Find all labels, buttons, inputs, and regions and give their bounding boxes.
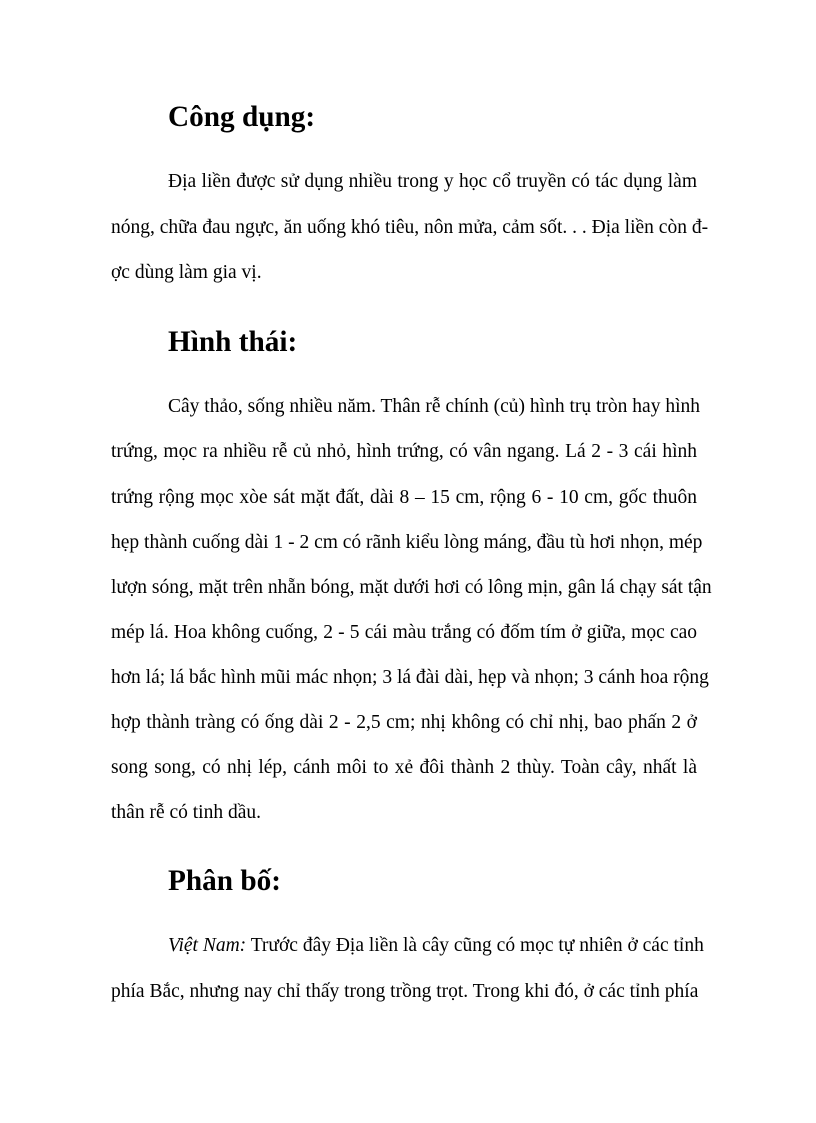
paragraph-line: hẹp thành cuống dài 1 - 2 cm có rãnh kiểu lòng máng, đầu tù hơi nhọn, mép: [111, 532, 703, 553]
paragraph-line: song song, có nhị lép, cánh môi to xẻ đôi thành 2 thùy. Toàn cây, nhất là: [111, 757, 697, 778]
paragraph-line: trứng, mọc ra nhiều rễ củ nhỏ, hình trứng, có vân ngang. Lá 2 - 3 cái hình: [111, 441, 697, 462]
heading-hinh-thai: Hình thái:: [168, 326, 298, 358]
paragraph-line: Địa liền được sử dụng nhiều trong y học cổ truyền có tác dụng làm: [168, 171, 697, 192]
paragraph-line-viet-nam: [168, 935, 704, 957]
paragraph-line: hợp thành tràng có ống dài 2 - 2,5 cm; nhị không có chỉ nhị, bao phấn 2 ở: [111, 712, 697, 733]
paragraph-line: lượn sóng, mặt trên nhẵn bóng, mặt dưới hơi có lông mịn, gân lá chạy sát tận: [111, 577, 712, 598]
paragraph-line: mép lá. Hoa không cuống, 2 - 5 cái màu trắng có đốm tím ở giữa, mọc cao: [111, 622, 697, 643]
paragraph-line: Cây thảo, sống nhiều năm. Thân rễ chính (củ) hình trụ tròn hay hình: [168, 396, 700, 417]
paragraph-line: hơn lá; lá bắc hình mũi mác nhọn; 3 lá đài dài, hẹp và nhọn; 3 cánh hoa rộng: [111, 667, 709, 688]
heading-phan-bo: Phân bố:: [168, 865, 281, 897]
paragraph-line: thân rễ có tinh dầu.: [111, 802, 261, 823]
heading-cong-dung: Công dụng:: [168, 101, 316, 133]
viet-nam-label: Việt Nam:: [168, 935, 247, 956]
paragraph-line: nóng, chữa đau ngực, ăn uống khó tiêu, nôn mửa, cảm sốt. . . Địa liền còn đ-: [111, 217, 709, 238]
paragraph-line: ợc dùng làm gia vị.: [111, 262, 262, 283]
viet-nam-text: Trước đây Địa liền là cây cũng có mọc tự nhiên ở các tỉnh: [246, 935, 704, 956]
paragraph-line: trứng rộng mọc xòe sát mặt đất, dài 8 – 15 cm, rộng 6 - 10 cm, gốc thuôn: [111, 487, 697, 508]
paragraph-line: phía Bắc, nhưng nay chỉ thấy trong trồng trọt. Trong khi đó, ở các tỉnh phía: [111, 981, 699, 1002]
